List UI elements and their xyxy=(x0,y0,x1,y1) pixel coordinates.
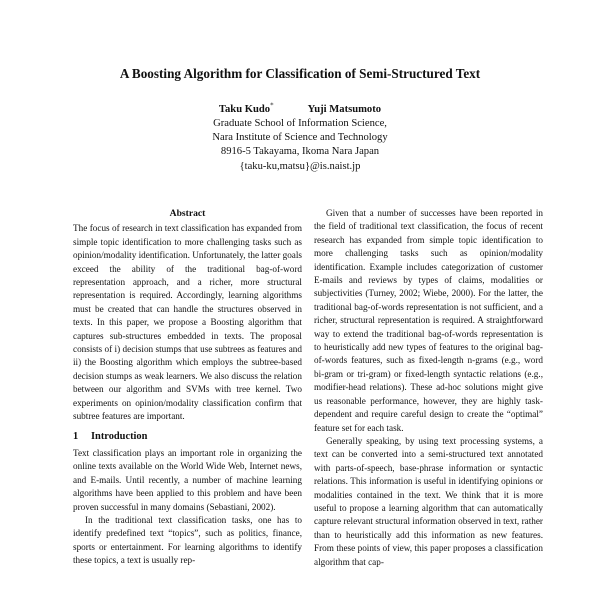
author-1-name: Taku Kudo xyxy=(218,103,271,115)
right-paragraph-1: Given that a number of successes have been reported in the field of traditional text classification, the focus of recent research has expanded from simple topic identification to more challenging tasks such as opinion/modality identification. Example includes categorization of customer E-mails and reviews by types of claims, modalities or subjectivities (Turney, 2002; Wiebe, 2000). For the latter, the traditional bag-of-words representation is not sufficient, and a richer, structural representation is required. A straightforward way to extend the traditional bag-of-words representation is to heuristically add new types of features to the original bag-of-words features, such as fixed-length n-grams (e.g., word bi-gram or tri-gram) or fixed-length syntactic relations (e.g., modifier-head relations). These ad-hoc solutions might give us reasonable performance, however, they are highly task-dependent and require careful design to create the “optimal” feature set for each task. xyxy=(314,208,543,433)
left-column xyxy=(73,207,302,568)
intro-paragraph-2: In the traditional text classification tasks, one has to identify predefined text “topics”, such as politics, finance, sports or entertainment. For learning algorithms to identify these topics, a text is usually rep- xyxy=(73,514,302,566)
author-emails: {taku-ku,matsu}@is.naist.jp xyxy=(239,160,361,172)
author-2-name: Yuji Matsumoto xyxy=(307,103,382,115)
abstract-text: The focus of research in text classification has expanded from simple topic identification to more challenging tasks such as opinion/modality identification. Unfortunately, the latter goals exceed the ability of the traditional bag-of-word representation approach, and a richer, more structural representation is required. Accordingly, learning algorithms must be created that can handle the structures observed in texts. In this paper, we propose a Boosting algorithm that captures sub-structures embedded in texts. The proposal consists of i) decision stumps that use subtrees as features and ii) the Boosting algorithm which employs the subtree-based decision stumps as weak learners. We also discuss the relation between our algorithm and SVMs with tree kernel. Two experiments on opinion/modality classification confirm that subtree features are important. xyxy=(73,223,302,422)
abstract-heading: Abstract xyxy=(169,208,206,219)
affiliation-line-3: 8916-5 Takayama, Ikoma Nara Japan xyxy=(220,146,380,158)
author-1 xyxy=(218,101,274,115)
author-block xyxy=(0,98,600,174)
section-heading xyxy=(73,430,302,443)
paper-title: A Boosting Algorithm for Classification of Semi-Structured Text xyxy=(119,66,481,81)
affiliation-line-2: Nara Institute of Science and Technology xyxy=(212,132,388,144)
right-column xyxy=(314,207,543,569)
section-number: 1 xyxy=(73,430,79,442)
author-2 xyxy=(308,104,381,115)
author-names xyxy=(0,98,600,117)
section-title: Introduction xyxy=(91,430,148,442)
right-paragraph-2: Generally speaking, by using text processing systems, a text can be converted into a semi-structured text annotated with parts-of-speech, base-phrase information or syntactic relations. This information is useful in identifying opinions or modalities contained in the text. We think that it is more useful to propose a learning algorithm that can automatically capture relevant structural information observed in text, rather than to heuristically add this information as new features. From these points of view, this paper proposes a classification algorithm that cap- xyxy=(314,435,543,567)
intro-paragraph-1: Text classification plays an important role in organizing the online texts available on the World Wide Web, Internet news, and E-mails. Until recently, a number of machine learning algorithms have been applied to this problem and have been proven successful in many domains (Sebastiani, 2002). xyxy=(73,447,302,512)
author-1-mark: * xyxy=(270,101,274,109)
affiliation-line-1: Graduate School of Information Science, xyxy=(213,117,387,129)
